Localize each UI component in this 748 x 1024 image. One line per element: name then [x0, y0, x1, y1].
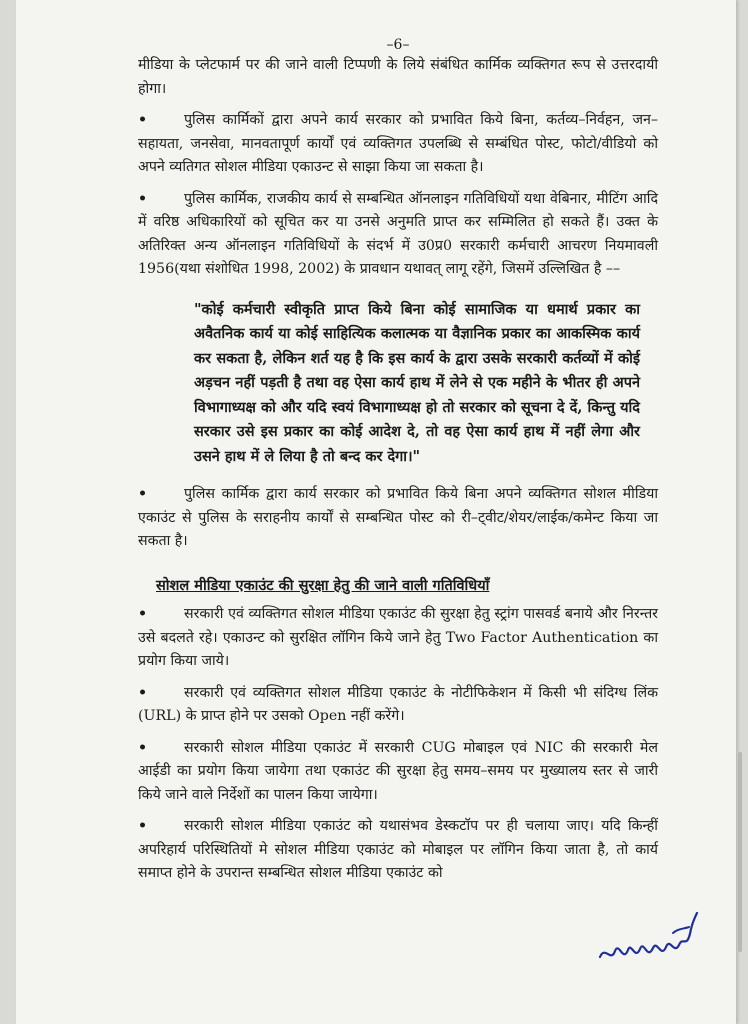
page-number: –6– — [386, 37, 410, 53]
bullet-paragraph — [138, 483, 658, 554]
bullet-mark: • — [138, 739, 148, 756]
point-text: सरकारी सोशल मीडिया एकाउंट को यथासंभव डेस्कटॉप पर ही चलाया जाए। यदि किन्हीं अपरिहार्य परिस्थितियों मे सोशल मीडिया एकाउंट को मोबाइल पर लॉगिन किया जाता है, तो कार्य समाप्त होने के उपरान्त सम्बन्धित सोशल मीडिया एकाउंट को — [138, 818, 658, 881]
quoted-rule: "कोई कर्मचारी स्वीकृति प्राप्त किये बिना कोई सामाजिक या धमार्थ प्रकार का अवैतनिक कार्य या कोई साहित्यिक कलात्मक या वैज्ञानिक प्रकार का आकस्मिक कार्य कर सकता है, लेकिन शर्त यह है कि इस कार्य के द्वारा उसके सरकारी कर्तव्यों में कोई अड़चन नहीं पड़ती है तथा वह ऐसा कार्य हाथ में लेने से एक महीने के भीतर ही अपने विभागाध्यक्ष को और यदि स्वयं विभागाध्यक्ष हो तो सरकार को सूचना दे दें, किन्तु यदि सरकार उसे इस प्रकार का कोई आदेश दे, तो वह ऐसा कार्य हाथ में नहीं लेगा और उसने हाथ में ले लिया है तो बन्द कर देगा।" — [194, 300, 640, 465]
bullet-paragraph — [138, 188, 658, 282]
security-point — [138, 682, 658, 729]
security-point — [138, 815, 658, 886]
security-point — [138, 603, 658, 674]
security-point — [138, 737, 658, 808]
bullet-mark: • — [138, 112, 148, 128]
paragraph-text: पुलिस कार्मिकों द्वारा अपने कार्य सरकार को प्रभावित किये बिना, कर्तव्य–निर्वहन, जन–सहायता, जनसेवा, मानवतापूर्ण कार्यों एवं व्यक्तिगत उपलब्धि से सम्बंधित पोस्ट, फोटो/वीडियो को अपने व्यतिगत सोशल मीडिया एकाउन्ट से साझा किया जा सकता है। — [138, 112, 658, 175]
bullet-paragraph — [138, 109, 658, 180]
bullet-mark: • — [138, 684, 148, 701]
paragraph-text: पुलिस कार्मिक द्वारा कार्य सरकार को प्रभावित किये बिना अपने व्यक्तिगत सोशल मीडिया एकाउंट से पुलिस के सराहनीय कार्यों से सम्बन्धित पोस्ट को री–ट्वीट/शेयर/लाईक/कमेन्ट किया जा सकता है। — [138, 486, 658, 549]
bullet-mark: • — [138, 818, 148, 834]
paragraph-text: पुलिस कार्मिक, राजकीय कार्य से सम्बन्धित ऑनलाइन गतिविधियों यथा वेबिनार, मीटिंग आदि में वरिष्ठ अधिकारियों को सूचित कर या उनसे अनुमति प्राप्त कर सम्मिलित हो सकते हैं। उक्त के अतिरिक्त अन्य ऑनलाइन गतिविधियों के संदर्भ में उ0प्र0 सरकारी कर्मचारी आचरण नियमावली 1956(यथा संशोधित 1998, 2002) के प्रावधान यथावत् लागू रहेंगे, जिसमें उल्लिखित है –– — [138, 190, 658, 277]
point-text: सरकारी एवं व्यक्तिगत सोशल मीडिया एकाउंट के नोटीफिकेशन में किसी भी संदिग्ध लिंक (URL) के प्राप्त होने पर उसको Open नहीं करेंगे। — [138, 684, 658, 724]
bullet-mark: • — [138, 190, 148, 207]
paragraph-continuation: मीडिया के प्लेटफार्म पर की जाने वाली टिप्पणी के लिये संबंधित कार्मिक व्यक्तिगत रूप से उत्तरदायी होगा। — [138, 57, 658, 97]
handwritten-signature — [595, 905, 705, 975]
section-heading: सोशल मीडिया एकाउंट की सुरक्षा हेतु की जाने वाली गतिविधियाँ — [156, 576, 490, 594]
scrollbar[interactable] — [738, 752, 742, 952]
point-text: सरकारी एवं व्यक्तिगत सोशल मीडिया एकाउंट की सुरक्षा हेतु स्ट्रांग पासवर्ड बनाये और निरन्तर उसे बदलते रहे। एकाउन्ट को सुरक्षित लॉगिन किये जाने हेतु Two Factor Authentication का प्रयोग किया जाये। — [138, 606, 658, 669]
bullet-mark: • — [138, 486, 148, 502]
bullet-mark: • — [138, 606, 148, 622]
document-content — [138, 36, 658, 894]
point-text: सरकारी सोशल मीडिया एकाउंट में सरकारी CUG मोबाइल एवं NIC की सरकारी मेल आईडी का प्रयोग किया जायेगा तथा एकाउंट की सुरक्षा हेतु समय–समय पर मुख्यालय स्तर से जारी किये जाने वाले निर्देशों का पालन किया जायेगा। — [138, 739, 658, 803]
